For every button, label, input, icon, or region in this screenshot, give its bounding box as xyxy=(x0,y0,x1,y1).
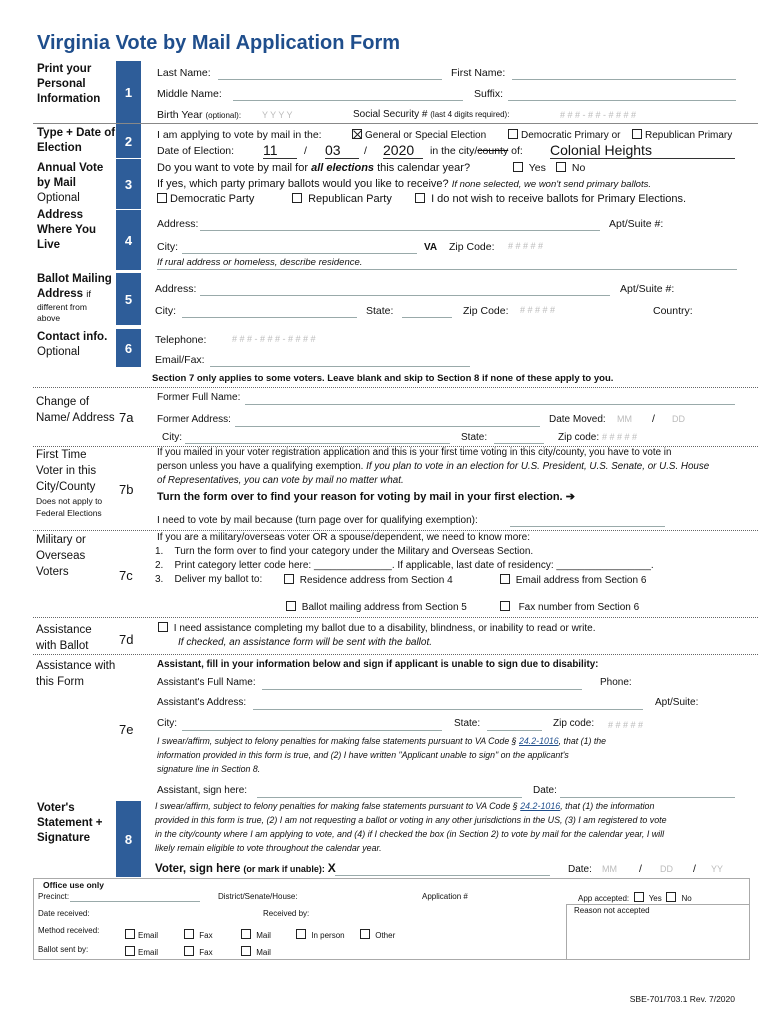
home-state-va: VA xyxy=(424,242,438,253)
section-7e-label: Assistance with this Form xyxy=(36,660,116,688)
rural-field[interactable] xyxy=(157,269,737,270)
assistant-swear-3: signature line in Section 8. xyxy=(157,764,261,774)
assistant-sign-label: Assistant, sign here: xyxy=(157,785,248,796)
deliver-fax-checkbox[interactable] xyxy=(500,601,510,611)
annual-no-checkbox[interactable] xyxy=(556,162,566,172)
section-3-label: Annual Vote by Mail Optional xyxy=(37,162,104,204)
mail-apt-label: Apt/Suite #: xyxy=(620,283,675,295)
section-4-label: Address Where You Live xyxy=(37,209,96,251)
general-election-checkbox[interactable] xyxy=(352,129,362,139)
office-application-number: Application # xyxy=(422,892,468,901)
section-8-label: Voter's Statement + Signature xyxy=(37,802,103,844)
telephone-field[interactable]: # # # - # # # - # # # # xyxy=(232,334,316,344)
section-7c-label: Military or Overseas Voters xyxy=(36,534,86,578)
office-ballot-sent: Ballot sent by: xyxy=(38,945,89,954)
election-year[interactable]: 2020 xyxy=(383,142,423,159)
date-moved-month[interactable]: MM xyxy=(617,414,632,424)
republican-party-checkbox[interactable] xyxy=(292,193,302,203)
assistant-city-field[interactable] xyxy=(182,730,442,731)
assistant-state-label: State: xyxy=(454,718,481,729)
mail-city-label: City: xyxy=(155,305,176,317)
assistance-ballot-note: If checked, an assistance form will be sent with the ballot. xyxy=(178,637,433,648)
section-6-label: Contact info. Optional xyxy=(37,331,108,358)
deliver-residence-option[interactable]: Residence address from Section 4 xyxy=(284,574,453,586)
former-city-label: City: xyxy=(162,432,182,443)
deliver-mailing-checkbox[interactable] xyxy=(286,601,296,611)
sent-fax: Fax xyxy=(184,946,213,957)
mail-state-label: State: xyxy=(366,305,394,317)
section-7d-label: Assistance with Ballot xyxy=(36,624,92,652)
election-date-label: Date of Election: xyxy=(157,145,235,157)
assistance-ballot-checkbox[interactable] xyxy=(158,622,168,632)
first-time-text-3: of Representatives, you can vote by mail no matter what. xyxy=(157,475,404,486)
assistant-address-field[interactable] xyxy=(253,709,643,710)
date-moved-day[interactable]: DD xyxy=(672,414,685,424)
assistant-city-label: City: xyxy=(157,718,177,729)
ssn-label: Social Security # (last 4 digits required): xyxy=(353,109,510,120)
party-question: If yes, which party primary ballots would you like to receive? If none selected, we won't send primary ballots. xyxy=(157,178,651,190)
section-6-number: 6 xyxy=(116,329,141,367)
deliver-residence-checkbox[interactable] xyxy=(284,574,294,584)
former-name-field[interactable] xyxy=(245,404,735,405)
assistant-swear-1: I swear/affirm, subject to felony penalties for making false statements pursuant to VA Code § 24.2-1016, that (1) the xyxy=(157,736,607,746)
republican-primary-option[interactable]: Republican Primary xyxy=(632,129,732,141)
office-precinct: Precinct: xyxy=(38,892,70,901)
sent-email: Email xyxy=(125,946,158,957)
method-in-person: In person xyxy=(296,929,345,940)
form-footer: SBE-701/703.1 Rev. 7/2020 xyxy=(629,994,735,1004)
first-name-field[interactable] xyxy=(512,79,736,80)
first-time-reason-field[interactable] xyxy=(510,526,665,527)
middle-name-field[interactable] xyxy=(233,100,463,101)
election-city[interactable]: Colonial Heights xyxy=(550,142,735,159)
party-republican[interactable]: Republican Party xyxy=(292,193,392,205)
birth-year-field[interactable]: Y Y Y Y xyxy=(262,110,293,120)
section-1-number: 1 xyxy=(116,61,141,123)
voter-date-day[interactable]: DD xyxy=(660,864,673,874)
sent-mail: Mail xyxy=(241,946,271,957)
party-none[interactable]: I do not wish to receive ballots for Primary Elections. xyxy=(415,193,686,205)
office-use-title: Office use only xyxy=(43,880,104,890)
assistant-zip-label: Zip code: xyxy=(553,718,595,729)
office-date-received: Date received: xyxy=(38,909,90,918)
election-month[interactable]: 11 xyxy=(263,142,297,159)
section-2-label: Type + Date of Election xyxy=(37,127,116,154)
section-4-number: 4 xyxy=(116,210,141,270)
section-8-number: 8 xyxy=(116,801,141,877)
telephone-label: Telephone: xyxy=(155,334,207,346)
assistant-instruction: Assistant, fill in your information below and sign if applicant is unable to sign due to disability: xyxy=(157,659,599,670)
democratic-party-checkbox[interactable] xyxy=(157,193,167,203)
assistant-signature-field[interactable] xyxy=(257,797,522,798)
deliver-mailing-option[interactable]: Ballot mailing address from Section 5 xyxy=(286,601,467,613)
assistant-address-label: Assistant's Address: xyxy=(157,697,247,708)
voter-signature-mark[interactable]: X xyxy=(327,861,336,875)
section-3-number: 3 xyxy=(116,159,141,209)
arrow-right-icon: ➔ xyxy=(565,491,575,503)
office-accepted: App accepted: Yes No xyxy=(578,894,692,903)
section-5-number: 5 xyxy=(116,273,141,325)
method-fax: Fax xyxy=(184,929,213,940)
home-city-label: City: xyxy=(157,241,178,253)
deliver-email-option[interactable]: Email address from Section 6 xyxy=(500,574,646,586)
assistant-apt-label: Apt/Suite: xyxy=(655,697,699,708)
home-zip-field[interactable]: # # # # # xyxy=(508,241,544,251)
annual-no[interactable]: No xyxy=(556,162,585,174)
former-address-field[interactable] xyxy=(235,426,540,427)
republican-primary-checkbox[interactable] xyxy=(632,129,642,139)
mail-zip-field[interactable]: # # # # # xyxy=(520,305,556,315)
voter-sign-label: Voter, sign here (or mark if unable): X xyxy=(155,861,336,875)
section-7e-number: 7e xyxy=(119,722,134,737)
assistant-swear-2: information provided in this form is true, and (2) I have written "Applicant unable to sign" on the applicant's xyxy=(157,750,569,760)
mail-country-label: Country: xyxy=(653,305,693,317)
former-zip-label: Zip code: xyxy=(558,432,600,443)
assistant-name-field[interactable] xyxy=(262,689,582,690)
no-primary-checkbox[interactable] xyxy=(415,193,425,203)
former-city-field[interactable] xyxy=(185,443,450,444)
voter-signature-field[interactable] xyxy=(335,875,550,876)
annual-yes-checkbox[interactable] xyxy=(513,162,523,172)
first-time-text-2: person unless you have a qualifying exemption. If you plan to vote in an election for U.S. President, U.S. Senate, or U.S. House xyxy=(157,461,710,472)
voter-statement-2: provided in this form is true, (2) I am not requesting a ballot or voting in any other jurisdictions in the US, (3) I am registered to vote xyxy=(155,815,667,825)
birth-year-label: Birth Year (optional): xyxy=(157,109,242,121)
method-email: Email xyxy=(125,929,158,940)
office-received-by: Received by: xyxy=(263,909,310,918)
annual-yes[interactable]: Yes xyxy=(513,162,546,174)
assistant-date-field[interactable] xyxy=(560,797,735,798)
voter-statement-1: I swear/affirm, subject to felony penalties for making false statements pursuant to VA Code § 24.2-1016, that (1) the information xyxy=(155,801,655,811)
assistant-phone-label: Phone: xyxy=(600,677,632,688)
former-name-label: Former Full Name: xyxy=(157,392,241,403)
email-fax-field[interactable] xyxy=(210,366,470,367)
general-election-option[interactable]: General or Special Election xyxy=(352,129,486,141)
former-state-label: State: xyxy=(461,432,488,443)
office-district: District/Senate/House: xyxy=(218,892,298,901)
mail-address-label: Address: xyxy=(155,283,197,295)
mail-zip-label: Zip Code: xyxy=(463,305,509,317)
suffix-field[interactable] xyxy=(508,100,736,101)
first-name-label: First Name: xyxy=(451,67,506,79)
deliver-email-checkbox[interactable] xyxy=(500,574,510,584)
assistant-zip-field[interactable]: # # # # # xyxy=(608,720,644,730)
form-title: Virginia Vote by Mail Application Form xyxy=(37,32,401,54)
method-other: Other xyxy=(360,929,395,940)
office-method: Method received: xyxy=(38,926,100,935)
voter-date-label: Date: xyxy=(568,864,592,875)
election-day[interactable]: 03 xyxy=(325,142,359,159)
assistant-name-label: Assistant's Full Name: xyxy=(157,677,256,688)
last-name-label: Last Name: xyxy=(157,67,211,79)
voter-date-year[interactable]: YY xyxy=(711,864,724,874)
section-7b-label: First Time Voter in this City/County Does not apply to Federal Elections xyxy=(36,449,103,518)
suffix-label: Suffix: xyxy=(474,88,503,100)
last-name-field[interactable] xyxy=(218,79,442,80)
email-fax-label: Email/Fax: xyxy=(155,354,205,366)
home-zip-label: Zip Code: xyxy=(449,241,495,253)
former-zip-field[interactable]: # # # # # xyxy=(602,432,638,442)
assistant-date-label: Date: xyxy=(533,785,557,796)
home-apt-label: Apt/Suite #: xyxy=(609,218,664,230)
assistance-ballot-option[interactable]: I need assistance completing my ballot due to a disability, blindness, or inability to read or write. xyxy=(158,622,595,634)
voter-date-month[interactable]: MM xyxy=(602,864,617,874)
first-time-text-1: If you mailed in your voter registration application and this is your first time voting in this city/county, you have to vote in xyxy=(157,447,672,458)
section-7a-label: Change of Name/ Address xyxy=(36,396,115,424)
military-step-2[interactable]: 2. Print category letter code here: ______________. If applicable, last date of residency: _________________. xyxy=(155,560,654,571)
democratic-primary-checkbox[interactable] xyxy=(508,129,518,139)
section-7c-number: 7c xyxy=(119,568,133,583)
former-address-label: Former Address: xyxy=(157,414,231,425)
military-step-3: 3. Deliver my ballot to: xyxy=(155,574,263,585)
section-7a-number: 7a xyxy=(119,410,134,425)
deliver-fax-option[interactable]: Fax number from Section 6 xyxy=(500,601,639,613)
ssn-field[interactable]: # # # - # # - # # # # xyxy=(560,110,637,120)
section-7-note: Section 7 only applies to some voters. Leave blank and skip to Section 8 if none of these apply to you. xyxy=(152,373,614,384)
mail-state-field[interactable] xyxy=(402,317,452,318)
section-2-number: 2 xyxy=(116,124,141,158)
method-mail: Mail xyxy=(241,929,271,940)
military-intro: If you are a military/overseas voter OR a spouse/dependent, we need to know more: xyxy=(157,532,530,543)
mail-city-field[interactable] xyxy=(182,317,357,318)
party-democratic[interactable]: Democratic Party xyxy=(157,193,254,205)
section-1-label: Print your Personal Information xyxy=(37,63,101,105)
section-7d-number: 7d xyxy=(119,632,134,647)
home-city-field[interactable] xyxy=(182,253,417,254)
first-time-reason-label: I need to vote by mail because (turn page over for qualifying exemption): xyxy=(157,515,478,526)
home-address-label: Address: xyxy=(157,218,199,230)
annual-question: Do you want to vote by mail for all elections this calendar year? xyxy=(157,162,471,174)
rural-note: If rural address or homeless, describe residence. xyxy=(157,257,363,268)
section-5-label: Ballot Mailing Address if different from above xyxy=(37,273,112,323)
home-address-field[interactable] xyxy=(200,230,600,231)
assistant-state-field[interactable] xyxy=(487,730,542,731)
democratic-primary-option[interactable]: Democratic Primary or xyxy=(508,129,620,141)
first-time-instruction: Turn the form over to find your reason for voting by mail in your first election. ➔ xyxy=(157,491,575,503)
voter-statement-4: likely remain eligible to vote throughout the calendar year. xyxy=(155,843,382,853)
city-county-label: in the city/county of: xyxy=(430,145,523,157)
applying-text: I am applying to vote by mail in the: xyxy=(157,129,322,141)
date-moved-label: Date Moved: xyxy=(549,414,606,425)
section-7b-number: 7b xyxy=(119,482,134,497)
office-reason: Reason not accepted xyxy=(574,906,650,915)
voter-statement-3: in the city/county where I am applying to vote, and (4) if I checked the box (in Section 2) to vote by mail for the calendar year, I will xyxy=(155,829,665,839)
middle-name-label: Middle Name: xyxy=(157,88,222,100)
former-state-field[interactable] xyxy=(494,443,544,444)
military-step-1: 1. Turn the form over to find your category under the Military and Overseas Section. xyxy=(155,546,534,557)
mail-address-field[interactable] xyxy=(200,295,610,296)
